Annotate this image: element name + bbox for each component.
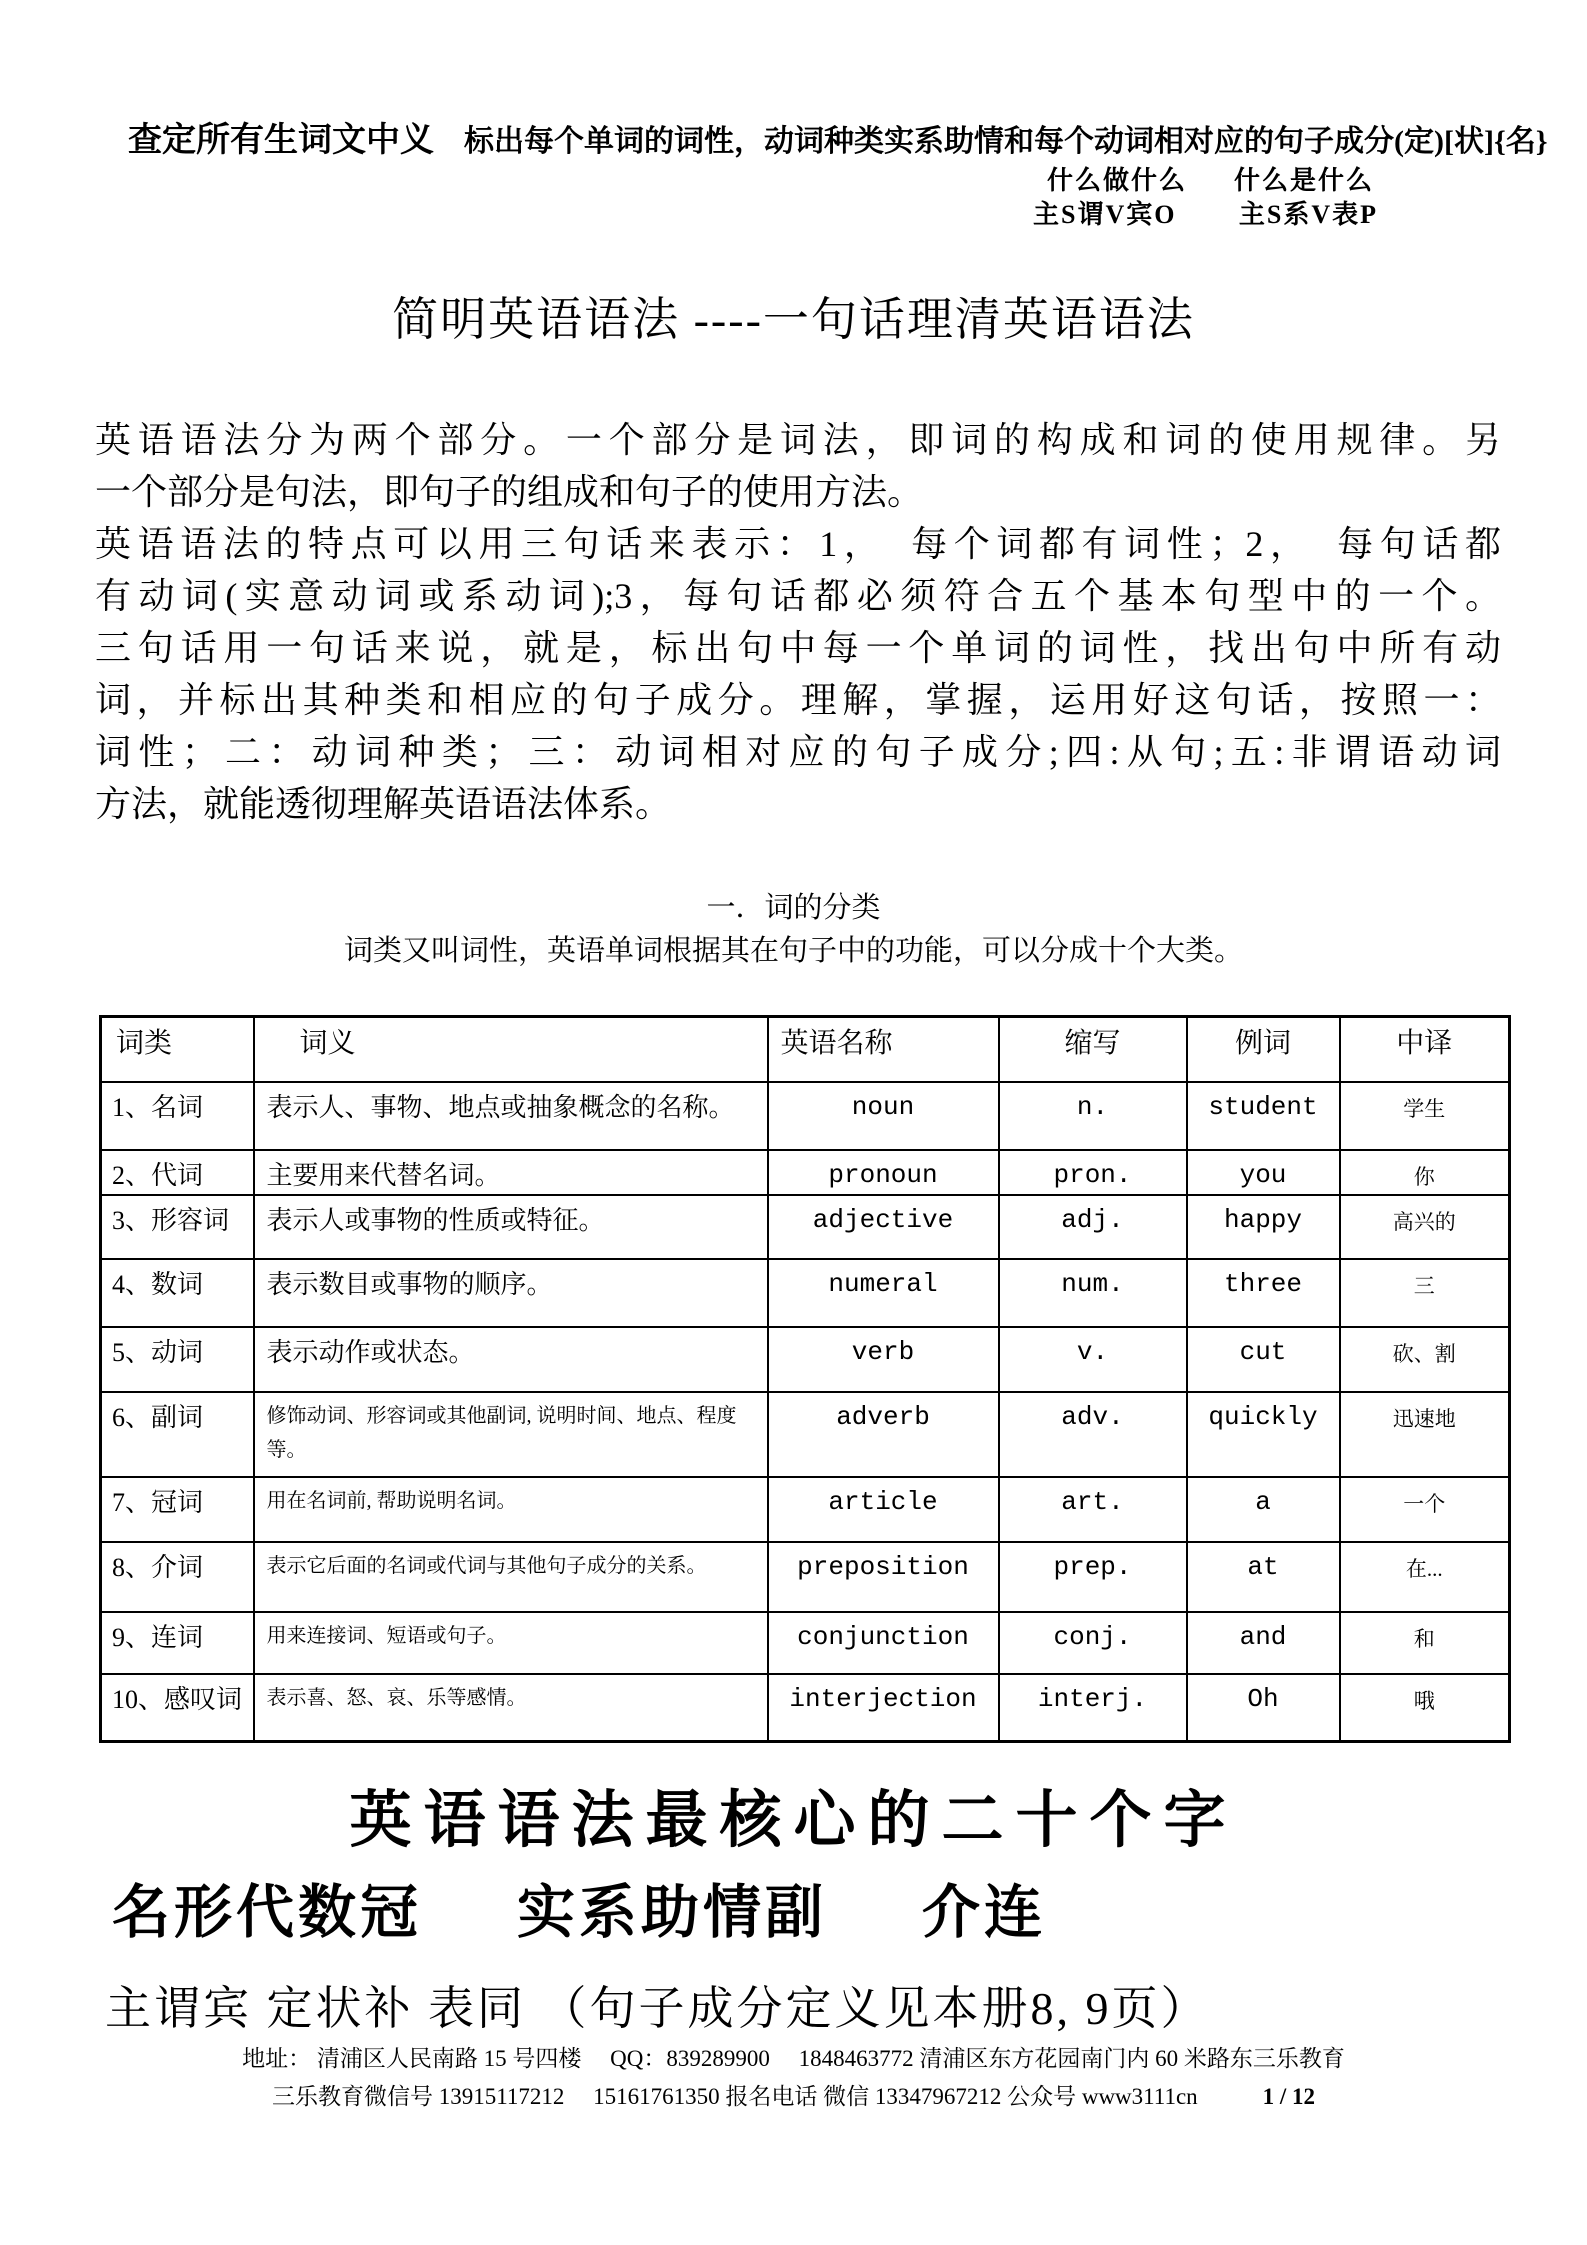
pos-table-header-row <box>101 1017 1510 1082</box>
category-cell: 4、数词 <box>101 1259 254 1327</box>
table-row <box>101 1259 1510 1327</box>
column-header: 词类 <box>101 1017 254 1082</box>
example-cell: happy <box>1187 1195 1340 1259</box>
english-cell: verb <box>768 1327 999 1392</box>
table-row <box>101 1392 1510 1477</box>
column-header: 例词 <box>1187 1017 1340 1082</box>
example-cell: quickly <box>1187 1392 1340 1477</box>
table-row <box>101 1082 1510 1150</box>
abbr-cell: pron. <box>999 1150 1187 1195</box>
abbr-cell: prep. <box>999 1542 1187 1612</box>
footer-contact-text: 三乐教育微信号 13915117212 15161761350 报名电话 微信 13347967212 公众号 www3111cn <box>271 2084 1198 2109</box>
category-cell: 8、介词 <box>101 1542 254 1612</box>
english-cell: conjunction <box>768 1612 999 1674</box>
footer-contact-line <box>0 2078 1587 2111</box>
intro-line: 一个部分是句法，即句子的组成和句子的使用方法。 <box>95 472 924 512</box>
english-cell: adverb <box>768 1392 999 1477</box>
abbr-cell: v. <box>999 1327 1187 1392</box>
intro-line: 英语语法分为两个部分。一个部分是词法，即词的构成和词的使用规律。另 <box>95 420 1501 460</box>
english-cell: numeral <box>768 1259 999 1327</box>
note-rest-phrase: 标出每个单词的词性，动词种类实系助情和每个动词相对应的句子成分(定)[状]{名} <box>464 125 1548 158</box>
category-cell: 1、名词 <box>101 1082 254 1150</box>
intro-line: 英语语法的特点可以用三句话来表示：1， 每个词都有词性；2， 每句话都 <box>95 524 1501 564</box>
top-annotation-line1 <box>128 112 1548 161</box>
example-cell: at <box>1187 1542 1340 1612</box>
column-header: 中译 <box>1340 1017 1510 1082</box>
example-cell: cut <box>1187 1327 1340 1392</box>
column-header: 英语名称 <box>768 1017 999 1082</box>
column-header: 词义 <box>254 1017 768 1082</box>
example-cell: three <box>1187 1259 1340 1327</box>
core-heading: 英语语法最核心的二十个字 <box>349 1787 1238 1855</box>
intro-line: 有动词(实意动词或系动词);3，每句话都必须符合五个基本句型中的一个。 <box>95 576 1501 616</box>
abbr-cell: adj. <box>999 1195 1187 1259</box>
english-cell: interjection <box>768 1674 999 1742</box>
category-cell: 7、冠词 <box>101 1477 254 1542</box>
intro-paragraph <box>95 414 1501 830</box>
table-row <box>101 1327 1510 1392</box>
intro-line: 三句话用一句话来说，就是，标出句中每一个单词的词性，找出句中所有动 <box>95 628 1501 668</box>
core-word-group: 介连 <box>922 1880 1047 1945</box>
category-cell: 6、副词 <box>101 1392 254 1477</box>
pos-table-body <box>101 1082 1510 1742</box>
core-words-line <box>112 1865 1046 1949</box>
column-header: 缩写 <box>999 1017 1187 1082</box>
meaning-cell: 表示它后面的名词或代词与其他句子成分的关系。 <box>254 1542 768 1612</box>
english-cell: adjective <box>768 1195 999 1259</box>
table-row <box>101 1542 1510 1612</box>
category-cell: 3、形容词 <box>101 1195 254 1259</box>
table-row <box>101 1150 1510 1195</box>
note-svp-pattern: 主S系V表P <box>1238 200 1378 229</box>
category-cell: 9、连词 <box>101 1612 254 1674</box>
english-cell: pronoun <box>768 1150 999 1195</box>
table-row <box>101 1674 1510 1742</box>
note-lead-phrase: 查定所有生词文中义 <box>128 122 434 159</box>
sentence-parts-line: 主谓宾 定状补 表同 （句子成分定义见本册8, 9页） <box>105 1983 1210 2034</box>
core-word-group: 实系助情副 <box>517 1880 828 1945</box>
meaning-cell: 用在名词前, 帮助说明名词。 <box>254 1477 768 1542</box>
category-cell: 2、代词 <box>101 1150 254 1195</box>
chinese-cell: 在... <box>1340 1542 1510 1612</box>
example-cell: a <box>1187 1477 1340 1542</box>
abbr-cell: interj. <box>999 1674 1187 1742</box>
meaning-cell: 表示人、事物、地点或抽象概念的名称。 <box>254 1082 768 1150</box>
meaning-cell: 表示喜、怒、哀、乐等感情。 <box>254 1674 768 1742</box>
category-cell: 5、动词 <box>101 1327 254 1392</box>
example-cell: student <box>1187 1082 1340 1150</box>
meaning-cell: 表示数目或事物的顺序。 <box>254 1259 768 1327</box>
note-do-pattern: 什么做什么 <box>1047 166 1188 195</box>
abbr-cell: num. <box>999 1259 1187 1327</box>
chinese-cell: 哦 <box>1340 1674 1510 1742</box>
footer-address-line: 地址： 清浦区人民南路 15 号四楼 QQ：839289900 1848463772 清浦区东方花园南门内 60 米路东三乐教育 <box>242 2046 1345 2071</box>
intro-line: 方法，就能透彻理解英语语法体系。 <box>95 784 672 824</box>
page-title: 简明英语语法 ----一句话理清英语语法 <box>392 294 1195 345</box>
note-be-pattern: 什么是什么 <box>1233 166 1374 195</box>
chinese-cell: 三 <box>1340 1259 1510 1327</box>
chinese-cell: 迅速地 <box>1340 1392 1510 1477</box>
note-svo-pattern: 主S谓V宾O <box>1033 200 1177 229</box>
english-cell: noun <box>768 1082 999 1150</box>
chinese-cell: 你 <box>1340 1150 1510 1195</box>
table-row <box>101 1195 1510 1259</box>
english-cell: preposition <box>768 1542 999 1612</box>
meaning-cell: 修饰动词、形容词或其他副词, 说明时间、地点、程度等。 <box>254 1392 768 1477</box>
table-row <box>101 1612 1510 1674</box>
section-heading: 一．词的分类 <box>706 892 881 924</box>
top-annotation-line3 <box>1033 194 1378 231</box>
english-cell: article <box>768 1477 999 1542</box>
intro-line: 词性；二：动词种类；三：动词相对应的句子成分;四:从句;五:非谓语动词 <box>95 732 1501 772</box>
abbr-cell: n. <box>999 1082 1187 1150</box>
category-cell: 10、感叹词 <box>101 1674 254 1742</box>
meaning-cell: 用来连接词、短语或句子。 <box>254 1612 768 1674</box>
pos-table <box>99 1015 1511 1743</box>
abbr-cell: adv. <box>999 1392 1187 1477</box>
example-cell: Oh <box>1187 1674 1340 1742</box>
intro-line: 词，并标出其种类和相应的句子成分。理解，掌握，运用好这句话，按照一： <box>95 680 1501 720</box>
chinese-cell: 学生 <box>1340 1082 1510 1150</box>
meaning-cell: 表示人或事物的性质或特征。 <box>254 1195 768 1259</box>
abbr-cell: art. <box>999 1477 1187 1542</box>
meaning-cell: 表示动作或状态。 <box>254 1327 768 1392</box>
section-subtitle: 词类又叫词性，英语单词根据其在句子中的功能，可以分成十个大类。 <box>343 935 1243 967</box>
chinese-cell: 砍、割 <box>1340 1327 1510 1392</box>
chinese-cell: 一个 <box>1340 1477 1510 1542</box>
abbr-cell: conj. <box>999 1612 1187 1674</box>
chinese-cell: 和 <box>1340 1612 1510 1674</box>
meaning-cell: 主要用来代替名词。 <box>254 1150 768 1195</box>
chinese-cell: 高兴的 <box>1340 1195 1510 1259</box>
top-annotation-line2 <box>1047 160 1374 197</box>
page-number: 1 / 12 <box>1262 2084 1316 2109</box>
core-word-group: 名形代数冠 <box>112 1880 423 1945</box>
example-cell: you <box>1187 1150 1340 1195</box>
example-cell: and <box>1187 1612 1340 1674</box>
table-row <box>101 1477 1510 1542</box>
